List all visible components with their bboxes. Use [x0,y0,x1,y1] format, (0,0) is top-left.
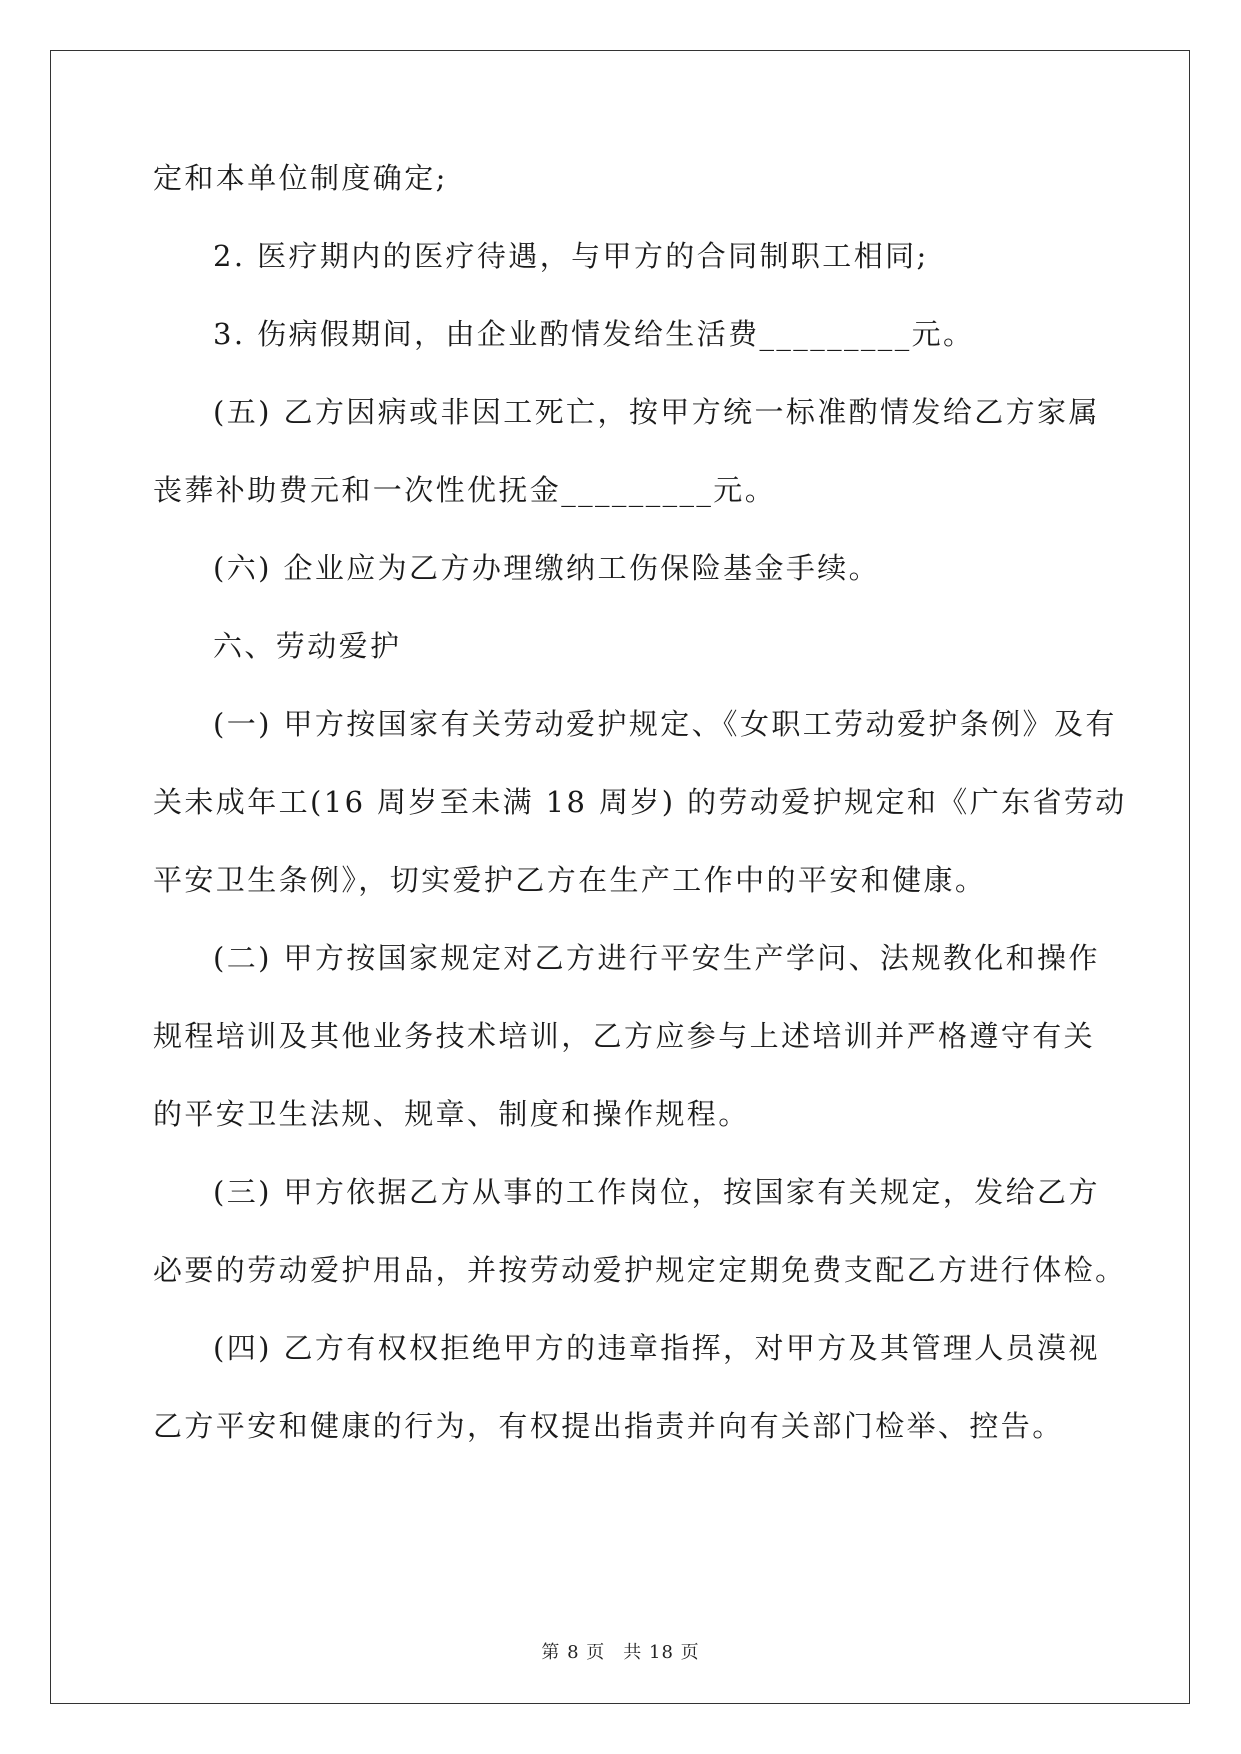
text-line-9: 关未成年工(16 周岁至未满 18 周岁) 的劳动爱护规定和《广东省劳动 [153,785,1127,819]
text-line-10: 平安卫生条例》，切实爱护乙方在生产工作中的平安和健康。 [153,863,987,897]
page-total: 共 18 页 [623,1642,700,1663]
text-line-17: 乙方平安和健康的行为，有权提出指责并向有关部门检举、控告。 [153,1409,1064,1443]
text-line-12: 规程培训及其他业务技术培训，乙方应参与上述培训并严格遵守有关 [153,1019,1096,1053]
text-line-8: (一) 甲方按国家有关劳动爱护规定、《女职工劳动爱护条例》及有 [213,707,1117,741]
text-line-6: (六) 企业应为乙方办理缴纳工伤保险基金手续。 [213,551,881,585]
page-number: 第 8 页 [541,1642,606,1663]
text-line-5: 丧葬补助费元和一次性优抚金_________元。 [153,473,777,507]
text-line-4: (五) 乙方因病或非因工死亡，按甲方统一标准酌情发给乙方家属 [213,395,1100,429]
text-line-3: 3. 伤病假期间，由企业酌情发给生活费_________元。 [213,317,975,351]
section-heading: 六、劳动爱护 [213,629,402,663]
text-line-16: (四) 乙方有权权拒绝甲方的违章指挥，对甲方及其管理人员漠视 [213,1331,1100,1365]
text-line-1: 定和本单位制度确定; [153,161,448,195]
page-footer [0,1638,1241,1664]
text-line-14: (三) 甲方依据乙方从事的工作岗位，按国家有关规定，发给乙方 [213,1175,1100,1209]
text-line-11: (二) 甲方按国家规定对乙方进行平安生产学问、法规教化和操作 [213,941,1100,975]
text-line-15: 必要的劳动爱护用品，并按劳动爱护规定定期免费支配乙方进行体检。 [153,1253,1127,1287]
text-line-13: 的平安卫生法规、规章、制度和操作规程。 [153,1097,750,1131]
text-line-2: 2. 医疗期内的医疗待遇，与甲方的合同制职工相同; [213,239,929,273]
